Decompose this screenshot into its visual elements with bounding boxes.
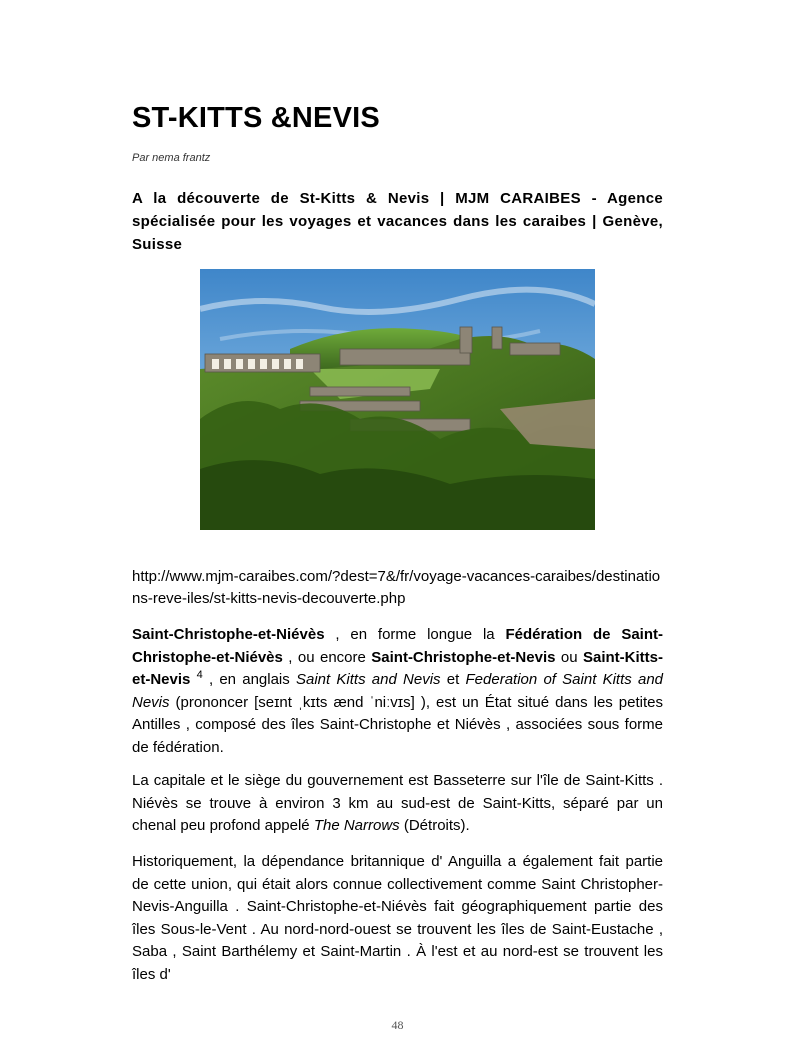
text: La capitale et le siège du gouvernement est Basseterre sur l'île de Saint-Kitts . Niévès se trouve à environ 3 km au sud-est de Saint-Kitts, séparé par un chenal peu profond appelé	[132, 772, 663, 834]
english-name: Saint Kitts and Nevis	[296, 671, 441, 688]
term-saint-kitts-nevis: Saint-Kitts-et-Nevis	[132, 648, 663, 688]
footnote-ref[interactable]: 4	[196, 669, 203, 681]
article-subtitle: A la découverte de St-Kitts & Nevis | MJM CARAIBES - Agence spécialisée pour les voyages et vacances dans les caraibes | Genève, Suisse	[132, 190, 663, 253]
text: , en forme longue la	[324, 626, 506, 643]
fortress-photo	[200, 269, 595, 530]
the-narrows: The Narrows	[313, 817, 400, 834]
term-federation: Fédération de Saint-Christophe-et-Niévès	[132, 626, 664, 666]
source-url[interactable]: http://www.mjm-caraibes.com/?dest=7&/fr/voyage-vacances-caraibes/destinations-reve-iles/st-kitts-nevis-decouverte.php	[132, 568, 661, 607]
text: (Détroits).	[399, 817, 470, 834]
paragraph-3: Historiquement, la dépendance britannique d' Anguilla a également fait partie de cette union, qui était alors connue collectivement comme Saint Christopher-Nevis-Anguilla . Saint-Christophe-et-Niévès fait géographiquement partie des îles Sous-le-Vent . Au nord-nord-ouest se trouvent les îles de Saint-Eustache , Saba , Saint Barthélemy et Saint-Martin . À l'est et au nord-est se trouvent les îles d'	[132, 853, 663, 983]
text: (prononcer [seɪnt ˌkɪts ænd ˈniːvɪs] ), est un État situé dans les petites Antilles , composé des îles Saint-Christophe et Niévès , associées sous forme de fédération.	[132, 693, 663, 756]
term-saint-christophe-nevis: Saint-Christophe-et-Nevis	[371, 648, 556, 666]
english-federation-name: Federation of Saint Kitts and Nevis	[132, 671, 664, 711]
page-number: 48	[391, 1018, 404, 1032]
author-byline: Par nema frantz	[132, 152, 211, 164]
text: ou	[555, 648, 583, 666]
fortress-illustration	[200, 269, 595, 530]
page-title: ST-KITTS &NEVIS	[132, 102, 380, 134]
paragraph-1	[132, 624, 663, 759]
term-saint-christophe: Saint-Christophe-et-Niévès	[132, 626, 325, 643]
text: et	[440, 671, 466, 688]
text: , en anglais	[202, 671, 296, 688]
paragraph-2	[132, 770, 663, 838]
text: , ou encore	[282, 648, 372, 666]
